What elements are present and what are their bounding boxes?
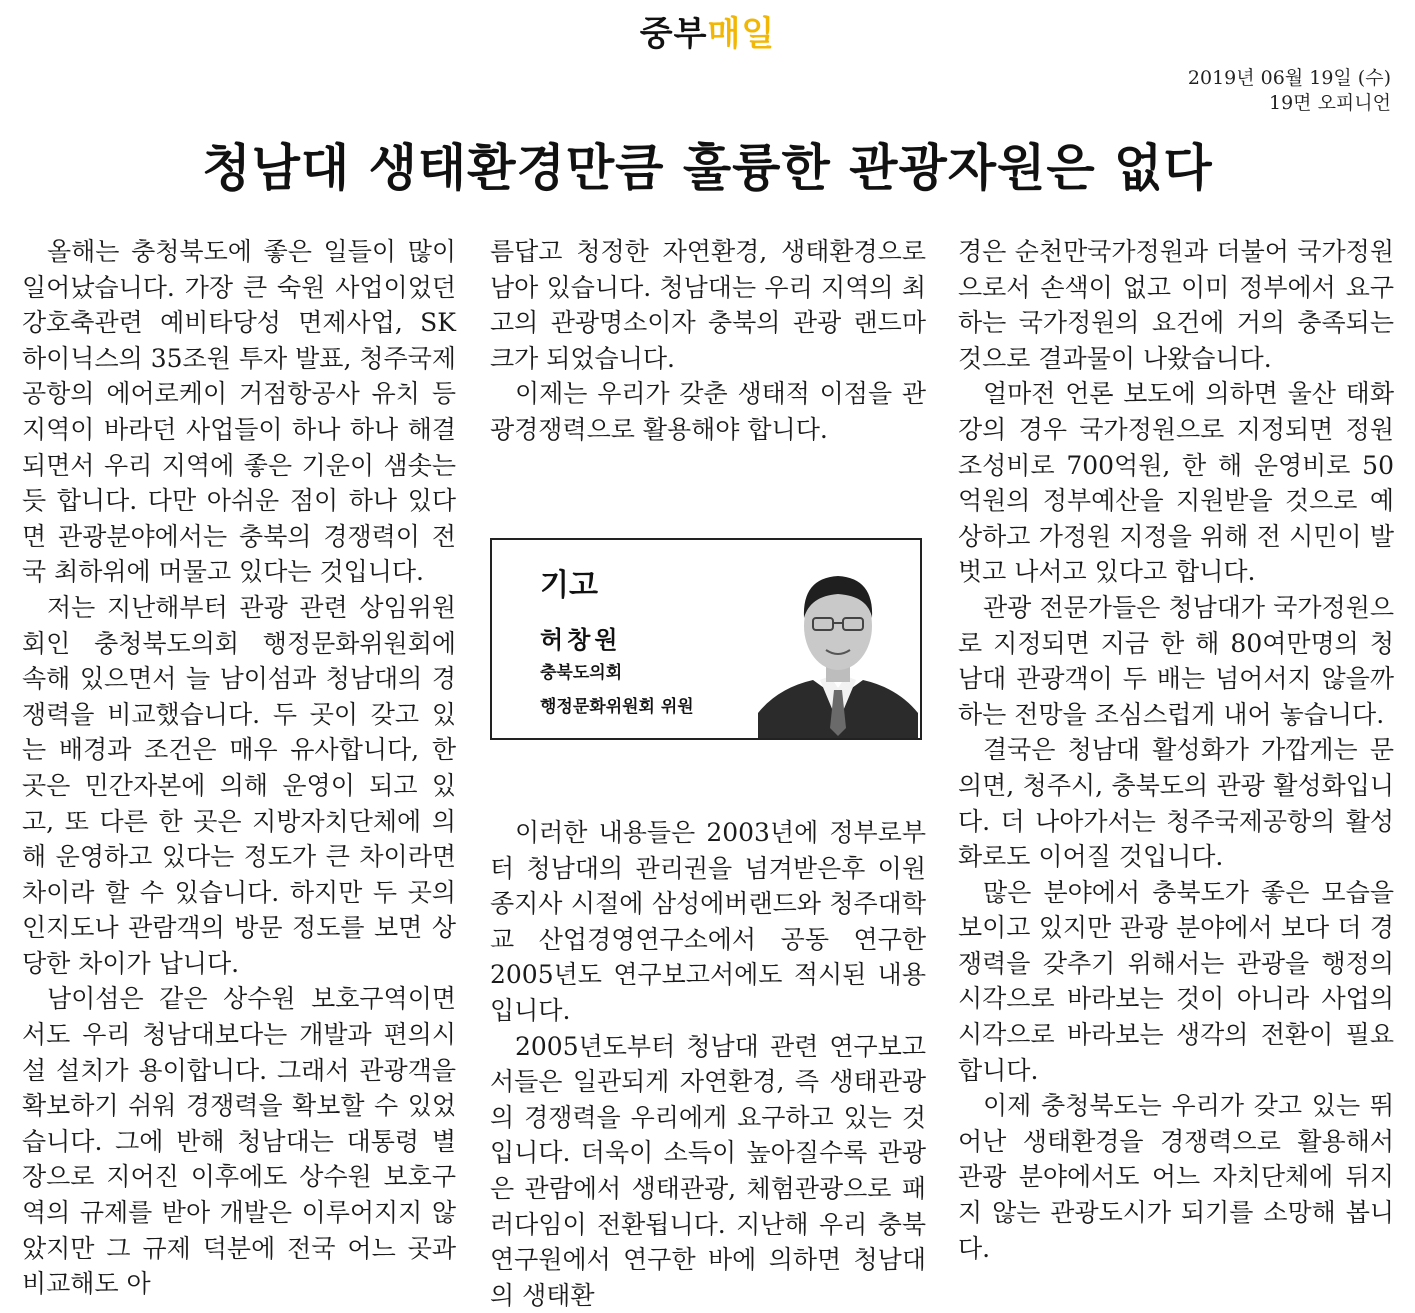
page-section: 19면 오피니언 [1269, 92, 1391, 114]
paragraph: 이제는 우리가 갖춘 생태적 이점을 관광경쟁력으로 활용해야 합니다. [490, 379, 926, 444]
paragraph: 관광 전문가들은 청남대가 국가정원으로 지정되면 지금 한 해 80여만명의 청남대 관광객이 두 배는 넘어서지 않을까하는 전망을 조심스럽게 내어 놓습니다. [958, 592, 1394, 729]
article-column-2-bottom [490, 815, 926, 1313]
publish-date: 2019년 06월 19일 (수) [1187, 67, 1391, 89]
author-portrait-icon [758, 548, 918, 738]
paragraph: 저는 지난해부터 관광 관련 상임위원회인 충청북도의회 행정문화위원회에 속해 있으면서 늘 남이섬과 청남대의 경쟁력을 비교했습니다. 두 곳이 갖고 있는 배경과 조건은 매우 유사합니다, 한 곳은 민간자본에 의해 운영이 되고 있고, 또 다른 한 곳은 지방자치단체에 의해 운영하고 있다는 정도가 큰 차이라면 차이라 할 수 있습니다. 하지만 두 곳의 인지도나 관람객의 방문 정도를 보면 상당한 차이가 납니다. [22, 592, 456, 978]
author-name: 허창원 [540, 626, 622, 654]
logo-accent: 매일 [707, 14, 776, 54]
paragraph: 이제 충청북도는 우리가 갖고 있는 뛰어난 생태환경을 경쟁력으로 활용해서 관광 분야에서도 어느 자치단체에 뒤지지 않는 관광도시가 되기를 소망해 봅니다. [958, 1091, 1394, 1263]
byline-label: 기고 [540, 568, 598, 603]
paragraph: 2005년도부터 청남대 관련 연구보고서들은 일관되게 자연환경, 즉 생태관광의 경쟁력을 우리에게 요구하고 있는 것입니다. 더욱이 소득이 높아질수록 관광은 관람에서 생태관광, 체험관광으로 패러다임이 전환됩니다. 지난해 우리 충북연구원에서 연구한 바에 의하면 청남대의 생태환 [490, 1031, 926, 1310]
byline-box [490, 538, 922, 740]
paragraph: 남이섬은 같은 상수원 보호구역이면서도 우리 청남대보다는 개발과 편의시설 설치가 용이합니다. 그래서 관광객을 확보하기 쉬워 경쟁력을 확보할 수 있었습니다. 그에 반해 청남대는 대통령 별장으로 지어진 이후에도 상수원 보호구역의 규제를 받아 개발은 이루어지지 않았지만 그 규제 덕분에 전국 어느 곳과 비교해도 아 [22, 984, 456, 1299]
paragraph: 결국은 청남대 활성화가 가깝게는 문의면, 청주시, 충북도의 관광 활성화입니다. 더 나아가서는 청주국제공항의 활성화로도 이어질 것입니다. [958, 735, 1394, 872]
article-column-3 [958, 234, 1394, 1266]
paragraph: 름답고 청정한 자연환경, 생태환경으로 남아 있습니다. 청남대는 우리 지역의 최고의 관광명소이자 충북의 관광 랜드마크가 되었습니다. [490, 237, 926, 373]
article-column-2-top [490, 234, 926, 448]
author-org: 충북도의회 [540, 663, 623, 683]
article-column-1 [22, 234, 456, 1302]
masthead [0, 6, 1415, 55]
paragraph: 많은 분야에서 충북도가 좋은 모습을 보이고 있지만 관광 분야에서 보다 더 경쟁력을 갖추기 위해서는 관광을 행정의 시각으로 바라보는 것이 아니라 사업의 시각으로 바라보는 생각의 전환이 필요합니다. [958, 877, 1394, 1085]
logo-main: 중부 [639, 14, 708, 54]
newspaper-logo [640, 14, 775, 54]
dateline [1188, 66, 1391, 116]
author-title: 행정문화위원회 위원 [540, 697, 694, 717]
article-headline: 청남대 생태환경만큼 훌륭한 관광자원은 없다 [202, 138, 1213, 197]
paragraph: 이러한 내용들은 2003년에 정부로부터 청남대의 관리권을 넘겨받은후 이원종지사 시절에 삼성에버랜드와 청주대학교 산업경영연구소에서 공동 연구한 2005년도 연구보고서에도 적시된 내용입니다. [490, 818, 926, 1025]
paragraph: 올해는 충청북도에 좋은 일들이 많이 일어났습니다. 가장 큰 숙원 사업이었던 강호축관련 예비타당성 면제사업, SK 하이닉스의 35조원 투자 발표, 청주국제공항의 에어로케이 거점항공사 유치 등 지역이 바라던 사업들이 하나 하나 해결되면서 우리 지역에 좋은 기운이 샘솟는 듯 합니다. 다만 아쉬운 점이 하나 있다면 관광분야에서는 충북의 경쟁력이 전국 최하위에 머물고 있다는 것입니다. [22, 237, 456, 587]
paragraph: 얼마전 언론 보도에 의하면 울산 태화강의 경우 국가정원으로 지정되면 정원조성비로 700억원, 한 해 운영비로 50억원의 정부예산을 지원받을 것으로 예상하고 가정원 지정을 위해 전 시민이 발벗고 나서고 있다고 합니다. [958, 379, 1394, 587]
paragraph: 경은 순천만국가정원과 더불어 국가정원으로서 손색이 없고 이미 정부에서 요구하는 국가정원의 요건에 거의 충족되는 것으로 결과물이 나왔습니다. [958, 237, 1394, 373]
